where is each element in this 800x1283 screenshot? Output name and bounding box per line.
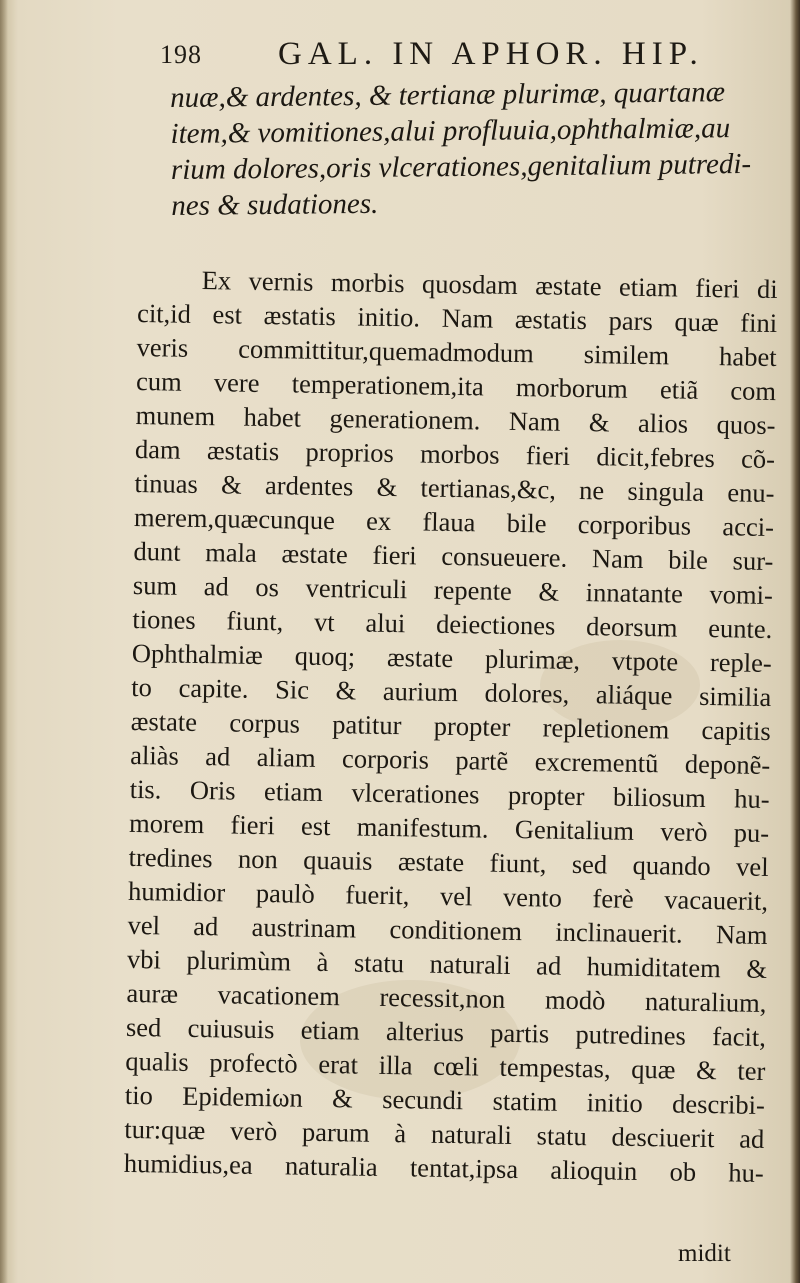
- italic-aphorism-text: [170, 74, 771, 224]
- text-line: merem,quæcunque ex flaua bile corporibus acci-: [133, 501, 775, 543]
- text-line: item,& vomitiones,alui profluuia,ophthalmiæ,au: [170, 112, 731, 150]
- running-head: GAL. IN APHOR. HIP.: [278, 36, 704, 72]
- text-line: Ophthalmiæ quoq; æstate plurimæ, vtpote reple-: [131, 637, 773, 679]
- binding-gutter-shadow: [0, 0, 8, 1283]
- text-line: vbi plurimùm à statu naturali ad humiditatem &: [126, 943, 768, 984]
- text-line: cum vere temperationem,ita morborum etiã com: [135, 365, 777, 407]
- text-line: rium dolores,oris vlcerationes,genitalium putredi-: [170, 147, 752, 186]
- catchword: midit: [678, 1240, 731, 1267]
- text-line: cit,id est æstatis initio. Nam æstatis pars quæ fini: [136, 297, 778, 339]
- text-line: tio Epidemiωn & secundi statim initio describi-: [124, 1079, 766, 1120]
- text-line: tiones fiunt, vt alui deiectiones deorsum eunte.: [132, 603, 773, 645]
- text-line: humidior paulò fuerit, vel vento ferè vacauerit,: [127, 875, 769, 916]
- page-number: 198: [160, 40, 202, 69]
- text-line: sed cuiusuis etiam alterius partis putredines facit,: [125, 1011, 767, 1052]
- text-line: tur:quæ verò parum à naturali statu desciuerit ad: [124, 1113, 765, 1154]
- text-line: morem fieri est manifestum. Genitalium verò pu-: [128, 807, 770, 848]
- text-line: dam æstatis proprios morbos fieri dicit,febres cõ-: [134, 433, 776, 475]
- text-line: veris committitur,quemadmodum similem habet: [136, 331, 777, 373]
- text-line: vel ad austrinam conditionem inclinauerit. Nam: [127, 909, 768, 950]
- text-line: Ex vernis morbis quosdam æstate etiam fieri di: [201, 265, 778, 305]
- text-line: aliàs ad aliam corporis partẽ excrementũ deponẽ-: [130, 739, 771, 780]
- text-line: tis. Oris etiam vlcerationes propter biliosum hu-: [129, 773, 770, 814]
- text-line: tredines non quauis æstate fiunt, sed quando vel: [128, 841, 769, 882]
- text-line: dunt mala æstate fieri consueuere. Nam bile sur-: [133, 535, 774, 577]
- text-line: auræ vacationem recessit,non modò naturalium,: [126, 977, 767, 1018]
- text-line: nuæ,& ardentes, & tertianæ plurimæ, quartanæ: [170, 76, 726, 114]
- text-line: æstate corpus patitur propter repletionem capitis: [130, 705, 771, 746]
- commentary-text: [124, 262, 778, 1190]
- text-line: tinuas & ardentes & tertianas,&c, ne singula enu-: [134, 467, 775, 509]
- text-line: to capite. Sic & aurium dolores, aliáque similia: [131, 671, 772, 712]
- text-line: munem habet generationem. Nam & alios quos-: [135, 399, 776, 441]
- text-line: sum ad os ventriculi repente & innatante vomi-: [132, 569, 774, 611]
- text-line: humidius,ea naturalia tentat,ipsa alioquin ob hu-: [123, 1147, 765, 1188]
- text-line: nes & sudationes.: [171, 187, 379, 222]
- text-line: qualis profectò erat illa cœli tempestas, quæ & ter: [125, 1045, 766, 1086]
